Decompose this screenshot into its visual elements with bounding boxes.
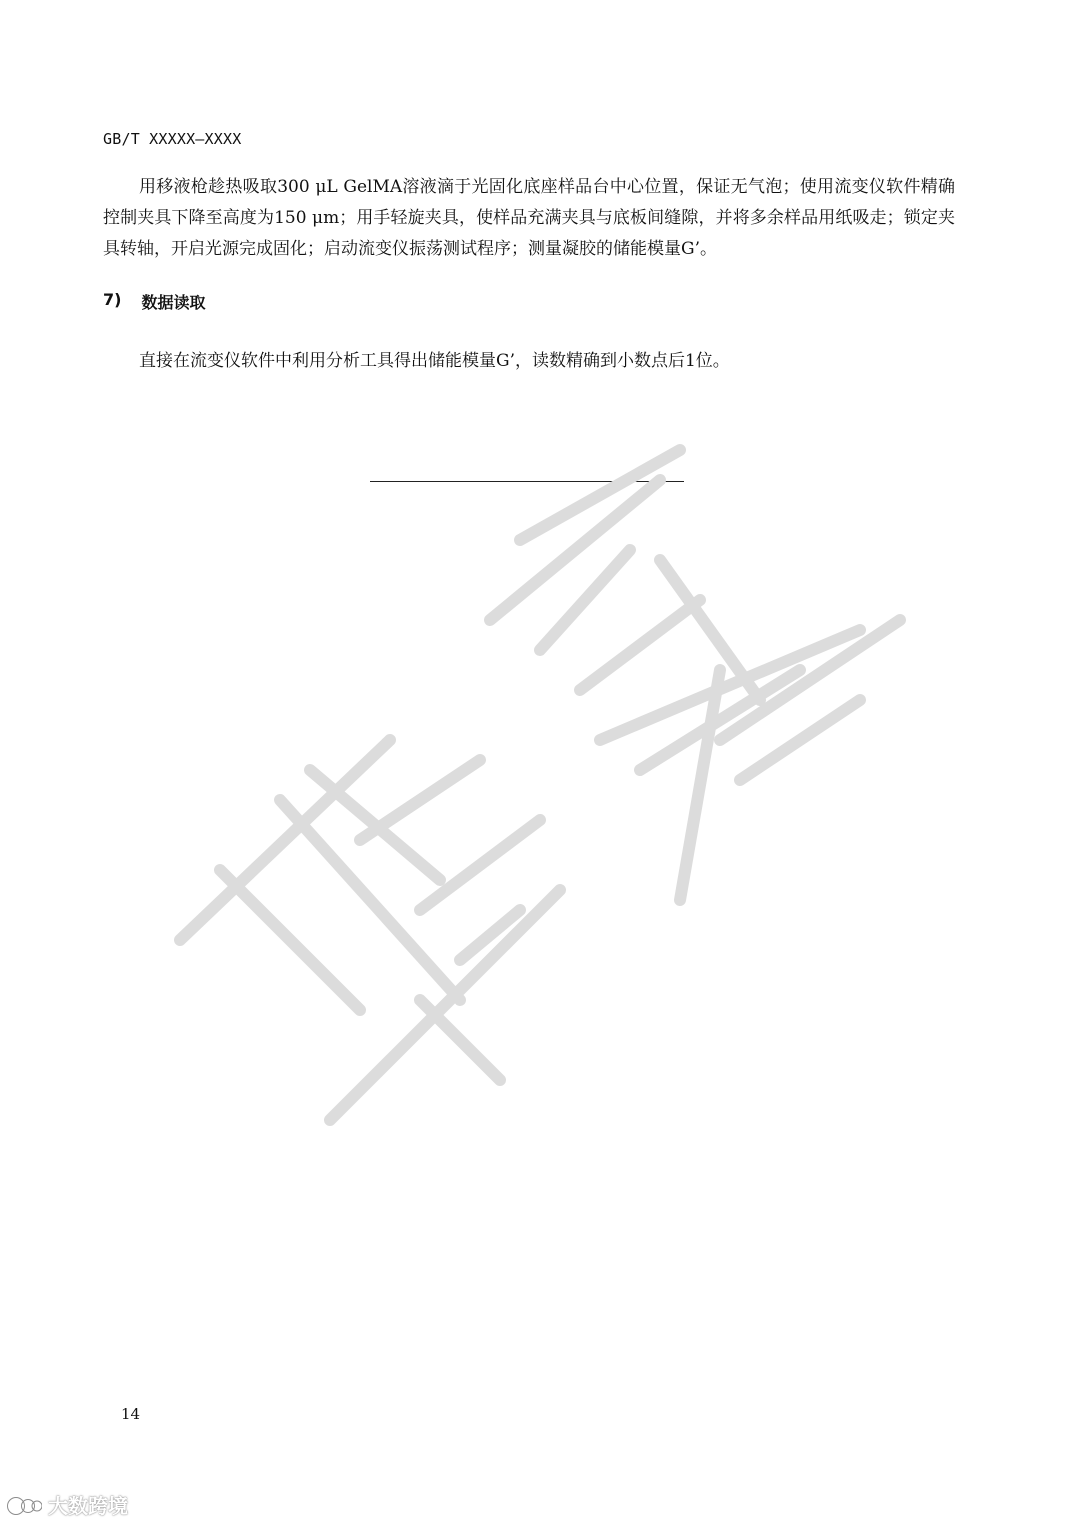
page-number: 14 — [121, 1405, 141, 1423]
draft-watermark — [160, 440, 920, 1140]
end-of-document-rule — [370, 481, 684, 482]
section-heading — [103, 290, 205, 313]
procedure-paragraph: 用移液枪趁热吸取300 μL GelMA溶液滴于光固化底座样品台中心位置，保证无气泡；使用流变仪软件精确控制夹具下降至高度为150 μm；用手轻旋夹具，使样品充满夹具与底板间缝隙，并将多余样品用纸吸走；锁定夹具转轴，开启光源完成固化；启动流变仪振荡测试程序；测量凝胶的储能模量G’。 — [103, 177, 955, 259]
data-reading-paragraph: 直接在流变仪软件中利用分析工具得出储能模量G’，读数精确到小数点后1位。 — [139, 351, 730, 371]
brand-logo-icon — [6, 1493, 42, 1517]
brand-watermark — [6, 1490, 128, 1519]
brand-name: 大数跨境 — [48, 1494, 128, 1518]
section-number: 7) — [103, 290, 122, 309]
standard-code-header: GB/T XXXXX—XXXX — [103, 130, 242, 148]
section-title: 数据读取 — [141, 293, 206, 312]
